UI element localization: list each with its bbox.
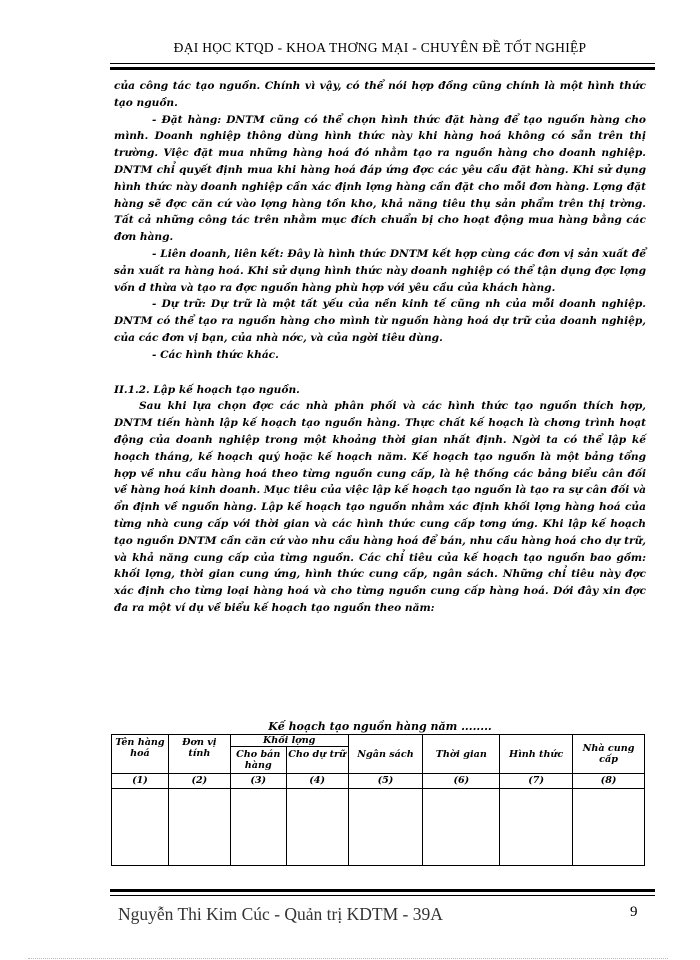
column-number: (3) <box>230 774 286 789</box>
sourcing-plan-table <box>111 734 645 866</box>
table-cell <box>423 789 500 866</box>
table-cell <box>168 789 230 866</box>
col-header-unit: Đơn vị tính <box>168 735 230 774</box>
table-cell <box>500 789 573 866</box>
paragraph-ordering: - Đặt hàng: DNTM cũng có thể chọn hình thức đặt hàng để tạo nguồn hàng cho mình. Doanh nghiệp thông dùng hình thức này khi hàng hoá không có sẵn trên thị trường. Việc đặt mua những hàng hoá đó nhằm tạo ra nguồn hàng cho doanh nghiệp. DNTM chỉ quyết định mua khi hàng hoá đáp ứng đợc các yêu cầu đặt hàng. Khi sử dụng hình thức này doanh nghiệp cần xác định lợng hàng cần đặt cho mỗi đơn hàng. Lợng đặt hàng sẽ đợc căn cứ vào lợng hàng tồn kho, khả năng tiêu thụ sản phẩm trên thị trờng. Tất cả những công tác trên nhằm mục đích chuẩn bị cho hoạt động mua hàng bằng các đơn hàng. <box>114 113 646 244</box>
column-number: (5) <box>348 774 423 789</box>
footer-rule-thick <box>110 889 655 892</box>
paragraph-joint-venture: - Liên doanh, liên kết: Đây là hình thức DNTM kết hợp cùng các đơn vị sản xuất để sản xuất ra hàng hoá. Khi sử dụng hình thức này doanh nghiệp có thể tận dụng đợc lợng vốn d thừa và tạo ra đợc nguồn hàng phù hợp với yêu cầu của khách hàng. <box>114 247 646 294</box>
col-header-form: Hình thức <box>500 735 573 774</box>
col-header-supplier: Nhà cung cấp <box>573 735 645 774</box>
paragraph-other-forms: - Các hình thức khác. <box>152 348 279 361</box>
main-text <box>114 78 646 617</box>
paragraph-planning: Sau khi lựa chọn đợc các nhà phân phối và các hình thức tạo nguồn thích hợp, DNTM tiến hành lập kế hoạch tạo nguồn hàng. Thực chất kế hoạch là chơng trình hoạt động của doanh nghiệp trong một khoảng thời gian nhất định. Ngời ta có thể lập kế hoạch tháng, kế hoạch quý hoặc kế hoạch năm. Kế hoạch tạo nguồn là một bảng tổng hợp về nhu cầu hàng hoá theo từng nguồn cung cấp, là hệ thống các bảng biểu cân đối về hàng hoá kinh doanh. Mục tiêu của việc lập kế hoạch tạo nguồn là tạo ra sự cân đối và ổn định về nguồn hàng. Lập kế hoạch tạo nguồn nhằm xác định khối lợng hàng hoá của từng nhà cung cấp với thời gian và các hình thức cung cấp tơng ứng. Khi lập kế hoạch tạo nguồn DNTM cần căn cứ vào nhu cầu hàng hoá để bán, nhu cầu hàng hoá cho dự trữ, và khả năng cung cấp của từng nguồn. Các chỉ tiêu của kế hoạch tạo nguồn bao gồm: khối lợng, thời gian cung ứng, hình thức cung cấp, ngân sách. Những chỉ tiêu này đợc xác định cho từng loại hàng hoá và cho từng nguồn cung cấp hàng hoá. Dới đây xin đợc đa ra một ví dụ về biểu kế hoạch tạo nguồn theo năm: <box>114 400 646 614</box>
footer-rule-thin <box>110 895 655 896</box>
column-number-row <box>112 774 645 789</box>
table-cell <box>112 789 169 866</box>
table-cell <box>348 789 423 866</box>
column-number: (2) <box>168 774 230 789</box>
table-title: Kế hoạch tạo nguồn hàng năm ........ <box>268 720 492 733</box>
column-number: (4) <box>286 774 348 789</box>
col-header-for-reserve: Cho dự trữ <box>286 747 348 774</box>
table-empty-row <box>112 789 645 866</box>
table-cell <box>286 789 348 866</box>
paragraph-contract: của công tác tạo nguồn. Chính vì vậy, có thể nói hợp đồng cũng chính là một hình thức tạo nguồn. <box>114 80 646 109</box>
column-number: (6) <box>423 774 500 789</box>
table-cell <box>573 789 645 866</box>
table-cell <box>230 789 286 866</box>
col-header-time: Thời gian <box>423 735 500 774</box>
col-header-for-sale: Cho bán hàng <box>230 747 286 774</box>
col-header-quantity: Khối lợng <box>230 735 348 747</box>
page-header: ĐẠI HỌC KTQD - KHOA THƠNG MẠI - CHUYÊN ĐỀ TỐT NGHIỆP <box>173 40 587 55</box>
page-edge-divider <box>28 958 668 959</box>
column-number: (1) <box>112 774 169 789</box>
paragraph-reserves: - Dự trữ: Dự trữ là một tất yếu của nền kinh tế cũng nh của mỗi doanh nghiệp. DNTM có thể tạo ra nguồn hàng cho mình từ nguồn hàng hoá dự trữ của doanh nghiệp, của các đơn vị bạn, của nhà nớc, và của ngời tiêu dùng. <box>114 298 646 344</box>
page-number: 9 <box>630 904 638 920</box>
column-number: (7) <box>500 774 573 789</box>
header-rule-thick <box>110 67 655 70</box>
column-number: (8) <box>573 774 645 789</box>
col-header-goods-name: Tên hàng hoá <box>112 735 169 774</box>
section-heading: II.1.2. Lập kế hoạch tạo nguồn. <box>114 383 300 396</box>
header-rule-thin <box>110 63 655 64</box>
col-header-budget: Ngân sách <box>348 735 423 774</box>
footer-author: Nguyễn Thi Kim Cúc - Quản trị KDTM - 39A <box>118 904 443 924</box>
table-header-row <box>112 735 645 747</box>
